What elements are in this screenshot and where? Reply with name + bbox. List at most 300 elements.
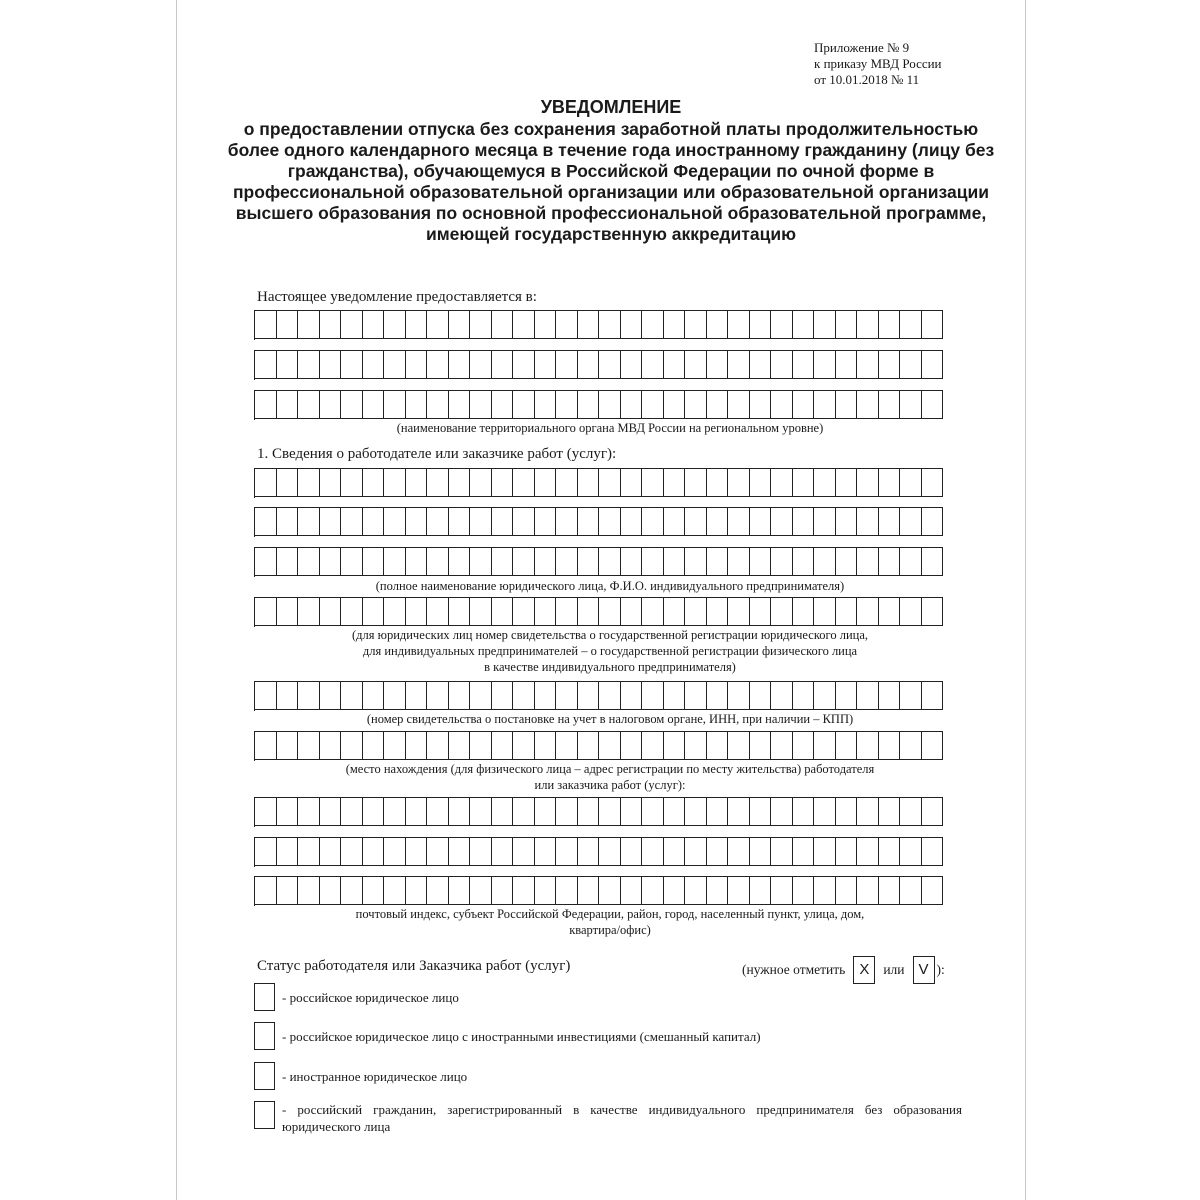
- character-cell[interactable]: [814, 876, 836, 905]
- character-cell[interactable]: [750, 350, 772, 379]
- character-cell[interactable]: [814, 507, 836, 536]
- character-cell[interactable]: [857, 390, 879, 419]
- character-cell[interactable]: [513, 468, 535, 497]
- character-cell[interactable]: [298, 468, 320, 497]
- character-cell[interactable]: [298, 507, 320, 536]
- character-cell[interactable]: [578, 681, 600, 710]
- character-cell[interactable]: [492, 547, 514, 576]
- character-cell[interactable]: [793, 681, 815, 710]
- character-cell[interactable]: [728, 731, 750, 760]
- character-cell[interactable]: [922, 681, 944, 710]
- character-cell[interactable]: [771, 390, 793, 419]
- character-cell[interactable]: [320, 876, 342, 905]
- character-cell[interactable]: [449, 597, 471, 626]
- character-cell[interactable]: [341, 876, 363, 905]
- character-cell[interactable]: [599, 468, 621, 497]
- character-cell[interactable]: [320, 797, 342, 826]
- character-cell[interactable]: [879, 310, 901, 339]
- character-cell[interactable]: [535, 876, 557, 905]
- character-cell[interactable]: [363, 731, 385, 760]
- character-cell[interactable]: [728, 597, 750, 626]
- character-cell[interactable]: [750, 681, 772, 710]
- character-cell[interactable]: [470, 876, 492, 905]
- character-cell[interactable]: [277, 390, 299, 419]
- character-cell[interactable]: [685, 731, 707, 760]
- character-cell[interactable]: [879, 837, 901, 866]
- character-cell[interactable]: [556, 731, 578, 760]
- character-cell[interactable]: [363, 876, 385, 905]
- character-cell[interactable]: [814, 797, 836, 826]
- character-cell[interactable]: [621, 681, 643, 710]
- character-cell[interactable]: [277, 310, 299, 339]
- recipient-row-3[interactable]: [254, 390, 943, 420]
- location-row[interactable]: [254, 731, 943, 761]
- character-cell[interactable]: [836, 507, 858, 536]
- character-cell[interactable]: [449, 310, 471, 339]
- character-cell[interactable]: [771, 837, 793, 866]
- character-cell[interactable]: [470, 468, 492, 497]
- character-cell[interactable]: [406, 390, 428, 419]
- character-cell[interactable]: [298, 597, 320, 626]
- character-cell[interactable]: [578, 876, 600, 905]
- character-cell[interactable]: [406, 681, 428, 710]
- character-cell[interactable]: [857, 876, 879, 905]
- character-cell[interactable]: [363, 390, 385, 419]
- character-cell[interactable]: [879, 390, 901, 419]
- character-cell[interactable]: [556, 310, 578, 339]
- character-cell[interactable]: [492, 390, 514, 419]
- character-cell[interactable]: [642, 350, 664, 379]
- character-cell[interactable]: [384, 876, 406, 905]
- character-cell[interactable]: [664, 350, 686, 379]
- character-cell[interactable]: [642, 310, 664, 339]
- character-cell[interactable]: [513, 390, 535, 419]
- character-cell[interactable]: [556, 837, 578, 866]
- character-cell[interactable]: [728, 310, 750, 339]
- character-cell[interactable]: [814, 310, 836, 339]
- character-cell[interactable]: [578, 547, 600, 576]
- character-cell[interactable]: [406, 507, 428, 536]
- character-cell[interactable]: [771, 731, 793, 760]
- character-cell[interactable]: [470, 390, 492, 419]
- character-cell[interactable]: [384, 797, 406, 826]
- character-cell[interactable]: [341, 597, 363, 626]
- character-cell[interactable]: [599, 310, 621, 339]
- character-cell[interactable]: [255, 310, 277, 339]
- character-cell[interactable]: [836, 837, 858, 866]
- character-cell[interactable]: [836, 390, 858, 419]
- character-cell[interactable]: [707, 731, 729, 760]
- character-cell[interactable]: [492, 507, 514, 536]
- character-cell[interactable]: [750, 797, 772, 826]
- character-cell[interactable]: [621, 837, 643, 866]
- character-cell[interactable]: [384, 507, 406, 536]
- character-cell[interactable]: [621, 797, 643, 826]
- character-cell[interactable]: [879, 681, 901, 710]
- character-cell[interactable]: [255, 468, 277, 497]
- character-cell[interactable]: [793, 547, 815, 576]
- character-cell[interactable]: [255, 547, 277, 576]
- character-cell[interactable]: [363, 507, 385, 536]
- character-cell[interactable]: [449, 350, 471, 379]
- character-cell[interactable]: [578, 731, 600, 760]
- character-cell[interactable]: [320, 547, 342, 576]
- character-cell[interactable]: [578, 468, 600, 497]
- character-cell[interactable]: [707, 390, 729, 419]
- character-cell[interactable]: [685, 876, 707, 905]
- character-cell[interactable]: [599, 731, 621, 760]
- character-cell[interactable]: [922, 876, 944, 905]
- character-cell[interactable]: [685, 507, 707, 536]
- character-cell[interactable]: [857, 597, 879, 626]
- character-cell[interactable]: [513, 310, 535, 339]
- character-cell[interactable]: [814, 350, 836, 379]
- character-cell[interactable]: [513, 797, 535, 826]
- employer-name-row-3[interactable]: [254, 547, 943, 577]
- character-cell[interactable]: [492, 468, 514, 497]
- character-cell[interactable]: [750, 876, 772, 905]
- character-cell[interactable]: [427, 547, 449, 576]
- character-cell[interactable]: [320, 310, 342, 339]
- character-cell[interactable]: [599, 597, 621, 626]
- character-cell[interactable]: [685, 350, 707, 379]
- character-cell[interactable]: [642, 507, 664, 536]
- character-cell[interactable]: [685, 547, 707, 576]
- character-cell[interactable]: [320, 390, 342, 419]
- character-cell[interactable]: [900, 731, 922, 760]
- character-cell[interactable]: [535, 547, 557, 576]
- address-row-2[interactable]: [254, 837, 943, 867]
- character-cell[interactable]: [513, 350, 535, 379]
- character-cell[interactable]: [578, 597, 600, 626]
- character-cell[interactable]: [793, 876, 815, 905]
- character-cell[interactable]: [836, 310, 858, 339]
- character-cell[interactable]: [879, 468, 901, 497]
- character-cell[interactable]: [664, 507, 686, 536]
- character-cell[interactable]: [793, 597, 815, 626]
- character-cell[interactable]: [664, 876, 686, 905]
- character-cell[interactable]: [449, 390, 471, 419]
- employer-name-row-2[interactable]: [254, 507, 943, 537]
- character-cell[interactable]: [406, 350, 428, 379]
- character-cell[interactable]: [750, 731, 772, 760]
- character-cell[interactable]: [298, 390, 320, 419]
- character-cell[interactable]: [578, 390, 600, 419]
- character-cell[interactable]: [535, 797, 557, 826]
- character-cell[interactable]: [298, 547, 320, 576]
- character-cell[interactable]: [298, 797, 320, 826]
- character-cell[interactable]: [556, 507, 578, 536]
- character-cell[interactable]: [406, 597, 428, 626]
- character-cell[interactable]: [642, 837, 664, 866]
- character-cell[interactable]: [599, 681, 621, 710]
- status-checkbox-individual-entrepreneur[interactable]: [254, 1101, 275, 1129]
- character-cell[interactable]: [384, 597, 406, 626]
- recipient-row-2[interactable]: [254, 350, 943, 380]
- character-cell[interactable]: [900, 390, 922, 419]
- character-cell[interactable]: [255, 681, 277, 710]
- character-cell[interactable]: [341, 837, 363, 866]
- character-cell[interactable]: [255, 731, 277, 760]
- character-cell[interactable]: [556, 876, 578, 905]
- character-cell[interactable]: [298, 681, 320, 710]
- character-cell[interactable]: [449, 731, 471, 760]
- character-cell[interactable]: [857, 547, 879, 576]
- character-cell[interactable]: [341, 350, 363, 379]
- character-cell[interactable]: [513, 547, 535, 576]
- character-cell[interactable]: [814, 390, 836, 419]
- character-cell[interactable]: [556, 597, 578, 626]
- character-cell[interactable]: [470, 731, 492, 760]
- character-cell[interactable]: [492, 797, 514, 826]
- character-cell[interactable]: [556, 390, 578, 419]
- character-cell[interactable]: [685, 797, 707, 826]
- character-cell[interactable]: [277, 876, 299, 905]
- character-cell[interactable]: [836, 597, 858, 626]
- character-cell[interactable]: [384, 837, 406, 866]
- character-cell[interactable]: [900, 876, 922, 905]
- character-cell[interactable]: [771, 547, 793, 576]
- character-cell[interactable]: [341, 468, 363, 497]
- character-cell[interactable]: [277, 731, 299, 760]
- character-cell[interactable]: [836, 681, 858, 710]
- character-cell[interactable]: [707, 681, 729, 710]
- character-cell[interactable]: [664, 597, 686, 626]
- character-cell[interactable]: [578, 507, 600, 536]
- character-cell[interactable]: [406, 797, 428, 826]
- character-cell[interactable]: [427, 390, 449, 419]
- character-cell[interactable]: [535, 507, 557, 536]
- character-cell[interactable]: [535, 731, 557, 760]
- character-cell[interactable]: [793, 797, 815, 826]
- character-cell[interactable]: [922, 507, 944, 536]
- character-cell[interactable]: [384, 390, 406, 419]
- character-cell[interactable]: [771, 681, 793, 710]
- character-cell[interactable]: [857, 310, 879, 339]
- character-cell[interactable]: [728, 797, 750, 826]
- character-cell[interactable]: [900, 507, 922, 536]
- character-cell[interactable]: [492, 731, 514, 760]
- character-cell[interactable]: [750, 597, 772, 626]
- character-cell[interactable]: [277, 681, 299, 710]
- character-cell[interactable]: [406, 837, 428, 866]
- character-cell[interactable]: [750, 837, 772, 866]
- character-cell[interactable]: [427, 797, 449, 826]
- character-cell[interactable]: [384, 310, 406, 339]
- character-cell[interactable]: [814, 547, 836, 576]
- character-cell[interactable]: [664, 468, 686, 497]
- character-cell[interactable]: [535, 681, 557, 710]
- character-cell[interactable]: [255, 390, 277, 419]
- character-cell[interactable]: [492, 597, 514, 626]
- character-cell[interactable]: [664, 547, 686, 576]
- employer-name-row-1[interactable]: [254, 468, 943, 498]
- character-cell[interactable]: [857, 507, 879, 536]
- character-cell[interactable]: [470, 507, 492, 536]
- character-cell[interactable]: [814, 837, 836, 866]
- character-cell[interactable]: [664, 837, 686, 866]
- character-cell[interactable]: [621, 597, 643, 626]
- character-cell[interactable]: [277, 468, 299, 497]
- character-cell[interactable]: [728, 507, 750, 536]
- character-cell[interactable]: [578, 837, 600, 866]
- character-cell[interactable]: [685, 837, 707, 866]
- character-cell[interactable]: [449, 837, 471, 866]
- character-cell[interactable]: [922, 837, 944, 866]
- character-cell[interactable]: [599, 797, 621, 826]
- character-cell[interactable]: [320, 350, 342, 379]
- character-cell[interactable]: [664, 797, 686, 826]
- character-cell[interactable]: [750, 547, 772, 576]
- character-cell[interactable]: [879, 797, 901, 826]
- character-cell[interactable]: [320, 597, 342, 626]
- recipient-row-1[interactable]: [254, 310, 943, 340]
- character-cell[interactable]: [384, 547, 406, 576]
- character-cell[interactable]: [642, 597, 664, 626]
- character-cell[interactable]: [771, 468, 793, 497]
- character-cell[interactable]: [363, 350, 385, 379]
- character-cell[interactable]: [277, 597, 299, 626]
- character-cell[interactable]: [470, 350, 492, 379]
- character-cell[interactable]: [255, 837, 277, 866]
- character-cell[interactable]: [642, 468, 664, 497]
- character-cell[interactable]: [384, 468, 406, 497]
- character-cell[interactable]: [836, 468, 858, 497]
- character-cell[interactable]: [578, 350, 600, 379]
- character-cell[interactable]: [685, 597, 707, 626]
- character-cell[interactable]: [513, 837, 535, 866]
- character-cell[interactable]: [836, 797, 858, 826]
- character-cell[interactable]: [900, 797, 922, 826]
- character-cell[interactable]: [535, 837, 557, 866]
- character-cell[interactable]: [427, 350, 449, 379]
- character-cell[interactable]: [793, 837, 815, 866]
- character-cell[interactable]: [707, 310, 729, 339]
- character-cell[interactable]: [793, 390, 815, 419]
- character-cell[interactable]: [879, 876, 901, 905]
- character-cell[interactable]: [492, 837, 514, 866]
- character-cell[interactable]: [857, 468, 879, 497]
- status-checkbox-foreign-legal-entity[interactable]: [254, 1062, 275, 1090]
- character-cell[interactable]: [836, 876, 858, 905]
- character-cell[interactable]: [750, 310, 772, 339]
- character-cell[interactable]: [277, 507, 299, 536]
- character-cell[interactable]: [836, 547, 858, 576]
- address-row-1[interactable]: [254, 797, 943, 827]
- character-cell[interactable]: [535, 310, 557, 339]
- character-cell[interactable]: [685, 310, 707, 339]
- character-cell[interactable]: [298, 876, 320, 905]
- character-cell[interactable]: [857, 837, 879, 866]
- character-cell[interactable]: [728, 837, 750, 866]
- character-cell[interactable]: [793, 468, 815, 497]
- character-cell[interactable]: [771, 310, 793, 339]
- character-cell[interactable]: [578, 310, 600, 339]
- character-cell[interactable]: [664, 310, 686, 339]
- character-cell[interactable]: [277, 797, 299, 826]
- character-cell[interactable]: [449, 547, 471, 576]
- character-cell[interactable]: [427, 731, 449, 760]
- character-cell[interactable]: [449, 876, 471, 905]
- character-cell[interactable]: [793, 507, 815, 536]
- character-cell[interactable]: [750, 507, 772, 536]
- character-cell[interactable]: [427, 876, 449, 905]
- character-cell[interactable]: [707, 350, 729, 379]
- character-cell[interactable]: [320, 507, 342, 536]
- character-cell[interactable]: [556, 681, 578, 710]
- character-cell[interactable]: [470, 310, 492, 339]
- character-cell[interactable]: [277, 350, 299, 379]
- character-cell[interactable]: [341, 547, 363, 576]
- character-cell[interactable]: [664, 681, 686, 710]
- character-cell[interactable]: [685, 681, 707, 710]
- character-cell[interactable]: [384, 681, 406, 710]
- character-cell[interactable]: [922, 390, 944, 419]
- character-cell[interactable]: [621, 350, 643, 379]
- character-cell[interactable]: [341, 797, 363, 826]
- character-cell[interactable]: [793, 310, 815, 339]
- character-cell[interactable]: [513, 597, 535, 626]
- character-cell[interactable]: [535, 350, 557, 379]
- character-cell[interactable]: [642, 681, 664, 710]
- character-cell[interactable]: [707, 797, 729, 826]
- character-cell[interactable]: [492, 350, 514, 379]
- character-cell[interactable]: [470, 597, 492, 626]
- character-cell[interactable]: [363, 597, 385, 626]
- character-cell[interactable]: [900, 350, 922, 379]
- character-cell[interactable]: [793, 731, 815, 760]
- character-cell[interactable]: [750, 390, 772, 419]
- character-cell[interactable]: [470, 547, 492, 576]
- character-cell[interactable]: [406, 468, 428, 497]
- character-cell[interactable]: [621, 731, 643, 760]
- character-cell[interactable]: [449, 681, 471, 710]
- character-cell[interactable]: [599, 876, 621, 905]
- character-cell[interactable]: [341, 310, 363, 339]
- character-cell[interactable]: [406, 876, 428, 905]
- character-cell[interactable]: [771, 350, 793, 379]
- character-cell[interactable]: [879, 547, 901, 576]
- character-cell[interactable]: [513, 507, 535, 536]
- character-cell[interactable]: [879, 350, 901, 379]
- character-cell[interactable]: [685, 390, 707, 419]
- character-cell[interactable]: [900, 681, 922, 710]
- character-cell[interactable]: [621, 310, 643, 339]
- character-cell[interactable]: [728, 468, 750, 497]
- character-cell[interactable]: [642, 731, 664, 760]
- character-cell[interactable]: [406, 731, 428, 760]
- character-cell[interactable]: [470, 681, 492, 710]
- character-cell[interactable]: [384, 350, 406, 379]
- character-cell[interactable]: [814, 681, 836, 710]
- character-cell[interactable]: [255, 876, 277, 905]
- character-cell[interactable]: [857, 350, 879, 379]
- character-cell[interactable]: [879, 597, 901, 626]
- character-cell[interactable]: [427, 837, 449, 866]
- tax-number-row[interactable]: [254, 681, 943, 711]
- character-cell[interactable]: [298, 350, 320, 379]
- character-cell[interactable]: [922, 797, 944, 826]
- character-cell[interactable]: [621, 547, 643, 576]
- character-cell[interactable]: [556, 468, 578, 497]
- character-cell[interactable]: [449, 797, 471, 826]
- character-cell[interactable]: [406, 547, 428, 576]
- character-cell[interactable]: [470, 837, 492, 866]
- character-cell[interactable]: [664, 731, 686, 760]
- character-cell[interactable]: [513, 731, 535, 760]
- character-cell[interactable]: [535, 597, 557, 626]
- character-cell[interactable]: [707, 876, 729, 905]
